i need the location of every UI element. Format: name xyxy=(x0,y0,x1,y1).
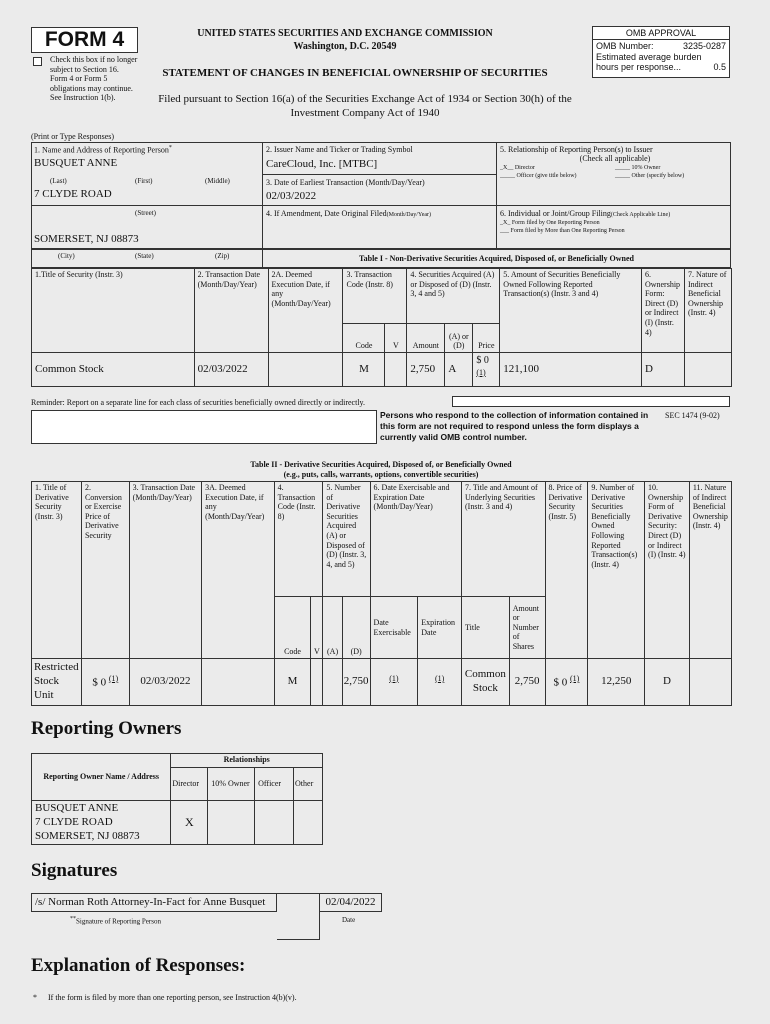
owner-col-name: Reporting Owner Name / Address xyxy=(32,754,171,801)
t2-h5: 5. Number of Derivative Securities Acquired (A) or Disposed of (D) (Instr. 3, 4, and 5) xyxy=(323,482,370,597)
t1-v xyxy=(385,353,407,387)
signature-spacer-box xyxy=(277,893,320,940)
omb-number: 3235-0287 xyxy=(682,41,726,51)
t2-title: Restricted Stock Unit xyxy=(32,659,82,706)
t2-sub-v: V xyxy=(311,597,323,659)
t1-price-footnote[interactable]: (1) xyxy=(476,367,486,377)
t1-sub-v: V xyxy=(385,324,407,353)
agency-location: Washington, D.C. 20549 xyxy=(293,41,397,52)
col-officer: Officer xyxy=(255,768,294,801)
first-label: (First) xyxy=(135,177,153,185)
divider xyxy=(496,142,497,249)
date-label: Date xyxy=(342,916,356,924)
signature-label: **Signature of Reporting Person xyxy=(70,916,161,926)
owner-other-mark xyxy=(294,801,323,845)
t2-sub-code: Code xyxy=(274,597,311,659)
owner-officer-mark xyxy=(255,801,294,845)
t1-code: M xyxy=(343,353,385,387)
owner-ten-pct-mark xyxy=(208,801,255,845)
divider xyxy=(262,142,263,249)
t2-h6: 6. Date Exercisable and Expiration Date (Month/Day/Year) xyxy=(370,482,461,597)
reminder-empty-box xyxy=(31,410,377,444)
zip-label: (Zip) xyxy=(215,252,230,260)
table1 xyxy=(31,268,732,387)
city-label: (City) xyxy=(58,252,75,260)
director-check[interactable]: _X__ Director xyxy=(500,165,535,171)
box5-sub: (Check all applicable) xyxy=(579,154,651,163)
table2-row xyxy=(32,659,732,706)
state-label: (State) xyxy=(135,252,154,260)
signature-box xyxy=(31,893,277,912)
t2-h8: 8. Price of Derivative Security (Instr. 5) xyxy=(545,482,588,659)
t2-underlying-amount: 2,750 xyxy=(509,659,545,706)
t1-h2a: 2A. Deemed Execution Date, if any (Month/Day/Year) xyxy=(268,269,343,353)
t2-sub-exercisable: Date Exercisable xyxy=(370,597,418,659)
t2-expiration-footnote[interactable]: (1) xyxy=(434,673,445,683)
t2-h1: 1. Title of Derivative Security (Instr. 3) xyxy=(32,482,82,659)
table1-title: Table I - Non-Derivative Securities Acquired, Disposed of, or Beneficially Owned xyxy=(359,254,634,263)
earliest-transaction-date: 02/03/2022 xyxy=(266,190,317,202)
t2-h10: 10. Ownership Form of Derivative Security: Direct (D) or Indirect (I) (Instr. 4) xyxy=(645,482,690,659)
t1-sub-price: Price xyxy=(473,324,500,353)
t2-h3a: 3A. Deemed Execution Date, if any (Month/Day/Year) xyxy=(202,482,275,659)
date-box xyxy=(319,893,382,912)
t2-a xyxy=(323,659,342,706)
t2-nature xyxy=(689,659,731,706)
persons-notice: Persons who respond to the collection of information contained in this form are not required to respond unless the form displays a currently valid OMB control number. xyxy=(380,410,649,443)
t1-price: $ 0 $^{(1)}$ xyxy=(473,353,500,387)
t1-aord: A xyxy=(445,353,473,387)
t1-nature xyxy=(684,353,731,387)
table2 xyxy=(31,481,732,706)
reporting-person-name: BUSQUET ANNE xyxy=(34,157,118,169)
t1-amount: 2,750 xyxy=(407,353,445,387)
t2-form: D xyxy=(645,659,690,706)
signatures-heading: Signatures xyxy=(31,860,118,881)
t2-h2: 2. Conversion or Exercise Price of Derivative Security xyxy=(81,482,129,659)
t2-d: 2,750 xyxy=(342,659,370,706)
divider xyxy=(262,174,497,175)
t2-expiration xyxy=(418,659,462,706)
sec-code: SEC 1474 (9-02) xyxy=(665,411,720,420)
statement-title: STATEMENT OF CHANGES IN BENEFICIAL OWNERSHIP OF SECURITIES xyxy=(162,67,548,79)
box4-label: 4. If Amendment, Date Original Filed(Month/Day/Year) xyxy=(266,209,432,218)
t2-underlying-title: Common Stock xyxy=(462,659,510,706)
box6-label: 6. Individual or Joint/Group Filing(Check Applicable Line) xyxy=(500,209,671,218)
t1-form: D xyxy=(641,353,684,387)
t2-owned: 12,250 xyxy=(588,659,645,706)
t1-sub-amount: Amount xyxy=(407,324,445,353)
t1-h4: 4. Securities Acquired (A) or Disposed of (D) (Instr. 3, 4 and 5) xyxy=(407,269,500,324)
omb-hours-row xyxy=(593,62,729,72)
box3-label: 3. Date of Earliest Transaction (Month/Day/Year) xyxy=(266,178,425,187)
t1-date: 02/03/2022 xyxy=(194,353,268,387)
signature-value: /s/ Norman Roth Attorney-In-Fact for Anne Busquet xyxy=(35,896,266,908)
reminder-text: Reminder: Report on a separate line for each class of securities beneficially owned directly or indirectly. xyxy=(31,398,366,407)
explanation-note: If the form is filed by more than one reporting person, see Instruction 4(b)(v). xyxy=(48,993,297,1002)
col-ten-pct: 10% Owner xyxy=(208,768,255,801)
t1-owned: 121,100 xyxy=(500,353,642,387)
box5-label: 5. Relationship of Reporting Person(s) to Issuer xyxy=(500,145,653,154)
t2-date: 02/03/2022 xyxy=(129,659,202,706)
checkbox-text: Check this box if no longer subject to Section 16. Form 4 or Form 5 obligations may continue. See Instruction 1(b). xyxy=(50,55,138,103)
table1-row xyxy=(32,353,732,387)
middle-label: (Middle) xyxy=(205,177,230,185)
omb-number-row xyxy=(593,40,729,52)
t2-conv: $ 0 $^{(1)}$ xyxy=(81,659,129,706)
t2-exercisable xyxy=(370,659,418,706)
t2-conv-footnote[interactable]: (1) xyxy=(108,673,119,683)
t2-sub-expiration: Expiration Date xyxy=(418,597,462,659)
t2-h3: 3. Transaction Date (Month/Day/Year) xyxy=(129,482,202,659)
filing-multiple[interactable]: ___ Form filed by More than One Reporting Person xyxy=(500,228,625,234)
box1-label: 1. Name and Address of Reporting Person* xyxy=(34,145,172,155)
omb-number-label: OMB Number: xyxy=(596,41,654,51)
issuer-name: CareCloud, Inc. [MTBC] xyxy=(266,158,378,170)
agency-name: UNITED STATES SECURITIES AND EXCHANGE COMMISSION xyxy=(197,28,493,39)
t1-h3: 3. Transaction Code (Instr. 8) xyxy=(343,269,407,324)
owner-name: BUSQUET ANNE xyxy=(35,802,119,814)
t2-h11: 11. Nature of Indirect Beneficial Ownership (Instr. 4) xyxy=(689,482,731,659)
t2-deemed xyxy=(202,659,275,706)
reporting-owners-table xyxy=(31,753,323,845)
omb-burden-label: Estimated average burden xyxy=(596,52,702,62)
filing-one-person[interactable]: _X_ Form filed by One Reporting Person xyxy=(500,220,600,226)
t1-h2: 2. Transaction Date (Month/Day/Year) xyxy=(194,269,268,353)
t2-sub-title: Title xyxy=(462,597,510,659)
t2-sub-a: (A) xyxy=(323,597,342,659)
relationships-header: Relationships xyxy=(171,754,323,768)
t1-deemed xyxy=(268,353,343,387)
t1-sub-aord: (A) or (D) xyxy=(445,324,473,353)
t2-code: M xyxy=(274,659,311,706)
officer-check[interactable]: _____ Officer (give title below) xyxy=(500,173,577,179)
last-label: (Last) xyxy=(50,177,67,185)
no-longer-subject-checkbox[interactable] xyxy=(33,57,42,66)
explanation-heading: Explanation of Responses: xyxy=(31,955,246,976)
col-director: Director xyxy=(171,768,208,801)
omb-hours-label: hours per response... xyxy=(596,62,682,72)
col-other: Other xyxy=(294,768,323,801)
owner-city: SOMERSET, NJ 08873 xyxy=(35,829,140,842)
table2-title: Table II - Derivative Securities Acquired, Disposed of, or Beneficially Owned xyxy=(250,460,512,469)
t1-h6: 6. Ownership Form: Direct (D) or Indirect (I) (Instr. 4) xyxy=(641,269,684,353)
t1-title: Common Stock xyxy=(32,353,195,387)
t1-sub-code: Code xyxy=(343,324,385,353)
reporting-owners-heading: Reporting Owners xyxy=(31,718,182,739)
t1-h7: 7. Nature of Indirect Beneficial Ownership (Instr. 4) xyxy=(684,269,731,353)
form-title: FORM 4 xyxy=(31,27,138,53)
t2-v xyxy=(311,659,323,706)
t2-exercisable-footnote[interactable]: (1) xyxy=(389,673,399,683)
ten-percent-check[interactable]: _____ 10% Owner xyxy=(615,165,661,171)
reporting-person-city: SOMERSET, NJ 08873 xyxy=(34,233,139,245)
t2-h7: 7. Title and Amount of Underlying Securities (Instr. 3 and 4) xyxy=(462,482,546,597)
omb-approval-box xyxy=(592,26,730,78)
omb-hours: 0.5 xyxy=(713,62,726,72)
print-or-type: (Print or Type Responses) xyxy=(31,132,115,141)
t2-sub-d: (D) xyxy=(342,597,370,659)
omb-title: OMB APPROVAL xyxy=(593,27,729,40)
t1-h5: 5. Amount of Securities Beneficially Owned Following Reported Transaction(s) (Instr. 3 and 4) xyxy=(500,269,642,353)
divider xyxy=(262,205,731,206)
street-label: (Street) xyxy=(135,209,156,217)
owner-name-address xyxy=(32,801,171,845)
divider xyxy=(31,205,263,206)
owner-street: 7 CLYDE ROAD xyxy=(35,815,113,828)
box2-label: 2. Issuer Name and Ticker or Trading Symbol xyxy=(266,145,413,154)
owner-director-mark: X xyxy=(171,801,208,845)
t1-h1: 1.Title of Security (Instr. 3) xyxy=(32,269,195,353)
t2-h9: 9. Number of Derivative Securities Beneficially Owned Following Reported Transaction(s) (Instr. 4) xyxy=(588,482,645,659)
t2-h4: 4. Transaction Code (Instr. 8) xyxy=(274,482,323,597)
explanation-note-mark: * xyxy=(33,993,37,1002)
other-check[interactable]: _____ Other (specify below) xyxy=(615,173,685,179)
t2-price-footnote[interactable]: (1) xyxy=(570,673,580,683)
table2-subtitle: (e.g., puts, calls, warrants, options, convertible securities) xyxy=(283,470,479,479)
signature-date: 02/04/2022 xyxy=(325,896,376,908)
reminder-box xyxy=(452,396,730,407)
filed-pursuant: Filed pursuant to Section 16(a) of the Securities Exchange Act of 1934 or Section 30(h) of the Investment Company Act of 1940 xyxy=(158,93,572,119)
reporting-person-street: 7 CLYDE ROAD xyxy=(34,188,112,200)
t2-sub-amount: Amount or Number of Shares xyxy=(509,597,545,659)
owner-row xyxy=(32,801,323,845)
t2-price: $ 0 $^{(1)}$ xyxy=(545,659,588,706)
